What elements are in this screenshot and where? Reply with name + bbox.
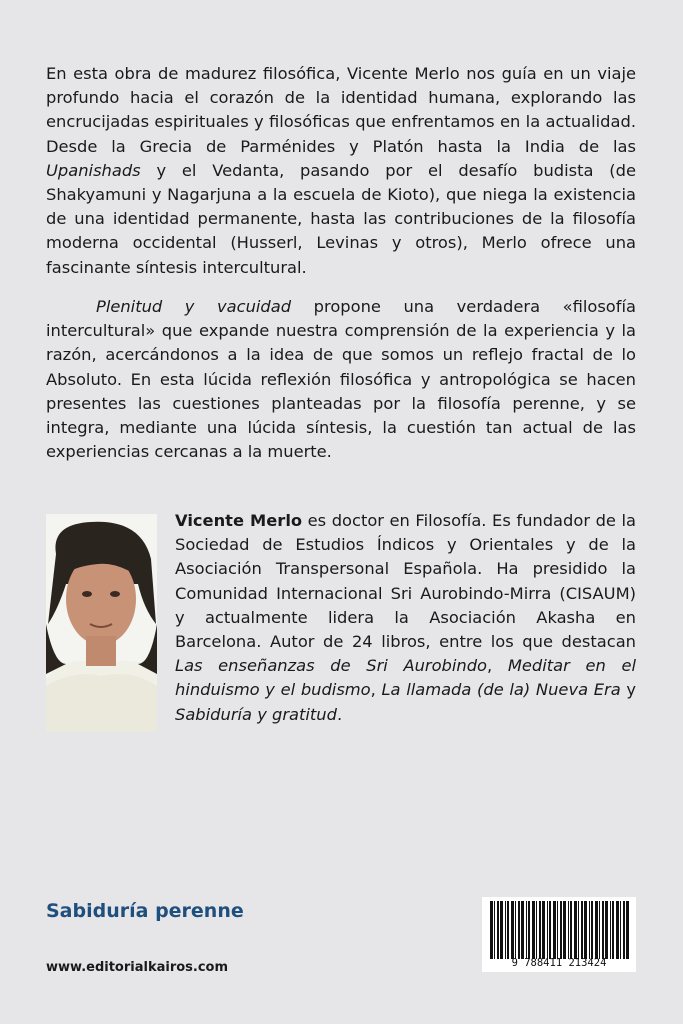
isbn-number: 9 788411 213424 — [511, 957, 607, 969]
barcode-bar — [612, 901, 614, 959]
barcode-bar — [570, 901, 572, 959]
barcode-bar — [490, 901, 493, 959]
blurb-paragraph-1 — [46, 62, 636, 280]
barcode-bar — [584, 901, 587, 959]
author-bio — [175, 509, 636, 727]
bio-run: es doctor en Filosofía. Es fundador de la Sociedad de Estudios Índicos y Orientales y de la Asociación Transpersonal Española. Ha presidido la Comunidad Internacional Sri Aurobindo-Mirra (CISAUM) y actualmente lidera la Asociación Akasha en Barcelona. Autor de 24 libros, entre los que destacan — [175, 511, 636, 652]
barcode-bar — [560, 901, 562, 959]
barcode-bar — [539, 901, 541, 959]
blurb-p1-run: En esta obra de madurez filosófica, Vicente Merlo nos guía en un viaje profundo hacia el corazón de la identidad humana, explorando las encrucijadas espirituales y filosóficas que enfrentamos en la actualidad. Desde la Grecia de Parménides y Platón hasta la India de las — [46, 64, 636, 156]
barcode-bar — [542, 901, 545, 959]
barcode-bar — [518, 901, 520, 959]
barcode-bar — [549, 901, 551, 959]
bio-run: , — [370, 680, 382, 700]
bio-run: Vicente Merlo — [175, 511, 303, 530]
barcode-bar — [505, 901, 506, 959]
bio-run: Las enseñanzas de Sri Aurobindo — [175, 656, 488, 676]
barcode-icon — [482, 897, 636, 972]
barcode-bar — [521, 901, 524, 959]
blurb-p1-run: Upanishads — [46, 160, 141, 180]
barcode-bar — [497, 901, 499, 959]
barcode-bar — [610, 901, 611, 959]
barcode-bar — [507, 901, 509, 959]
barcode-bar — [616, 901, 619, 959]
barcode-bar — [605, 901, 608, 959]
barcode-bar — [602, 901, 604, 959]
barcode-bar — [574, 901, 577, 959]
barcode-bar — [528, 901, 530, 959]
barcode-bar — [581, 901, 583, 959]
bio-run: . — [336, 704, 343, 724]
blurb-p1-run: y el Vedanta, pasando por el desafío budista (de Shakyamuni y Nagarjuna a la escuela de Kioto), que niega la existencia de una identidad permanente, hasta las contribuciones de la filosofía moderna occidental (Husserl, Levinas y otros), Merlo ofrece una fascinante síntesis intercultural. — [46, 160, 636, 277]
bio-run: , — [487, 656, 508, 676]
barcode-bar — [500, 901, 503, 959]
barcode-bar — [526, 901, 527, 959]
barcode-bar — [591, 901, 593, 959]
barcode-bar — [578, 901, 579, 959]
barcode-bar — [568, 901, 569, 959]
barcode-bar — [563, 901, 566, 959]
barcode-bar — [536, 901, 537, 959]
bio-run: Sabiduría y gratitud — [175, 704, 337, 724]
bio-run: La llamada (de la) Nueva Era — [381, 680, 621, 700]
series-title: Sabiduría perenne — [46, 900, 244, 922]
barcode-bar — [557, 901, 558, 959]
barcode-bar — [623, 901, 625, 959]
author-photo — [46, 514, 157, 732]
blurb-paragraph-2 — [46, 295, 636, 464]
barcode-bar — [595, 901, 598, 959]
barcode-bar — [547, 901, 548, 959]
blurb-p2-run: propone una verdadera «filosofía intercultural» que expande nuestra comprensión de la experiencia y la razón, acercándonos a la idea de que somos un reflejo fractal de lo Absoluto. En esta lúcida reflexión filosófica y antropológica se hacen presentes las cuestiones planteadas por la filosofía perenne, y se integra, mediante una lúcida síntesis, la cuestión tan actual de las experiencias cercanas a la muerte. — [46, 297, 637, 462]
barcode-bar — [553, 901, 556, 959]
publisher-website: www.editorialkairos.com — [46, 960, 229, 975]
barcode-bar — [620, 901, 621, 959]
blurb-p2-run: Plenitud y vacuidad — [96, 297, 292, 316]
barcode-bar — [599, 901, 600, 959]
barcode-bar — [515, 901, 516, 959]
barcode-bar — [532, 901, 535, 959]
barcode-bar — [511, 901, 514, 959]
bio-run: y — [620, 680, 636, 700]
barcode-bar — [626, 901, 629, 959]
barcode-bar — [494, 901, 495, 959]
barcode-bar — [589, 901, 590, 959]
bio-run: Meditar en el hinduismo y el budismo — [175, 656, 636, 700]
